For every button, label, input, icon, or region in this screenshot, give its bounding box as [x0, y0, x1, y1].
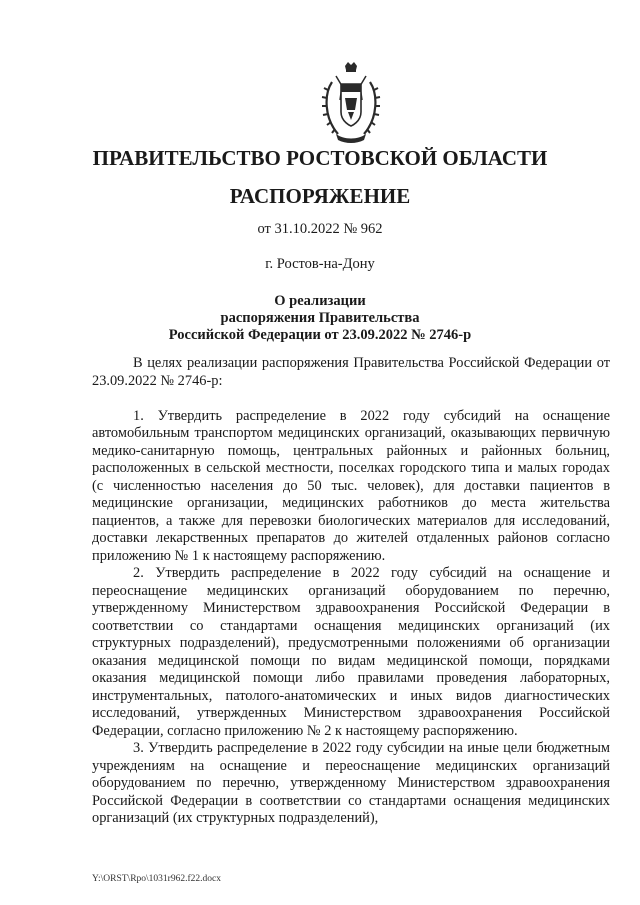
document-date-number: от 31.10.2022 № 962 [257, 221, 383, 237]
item-2-paragraph: 2. Утвердить распределение в 2022 году субсидий на оснащение и переоснащение медицинских организаций оборудованием по перечню, утвержденному Министерством здравоохранения Российской Федерации в соответствии со стандартами оснащения медицинских организаций (их структурных подразделений), предусмотренными положениями об организации оказания медицинской помощи по видам медицинской помощи, порядками оказания медицинской помощи либо правилами проведения лабораторных, инструментальных, патолого-анатомических и иных видов диагностических исследований, утвержденных Министерством здравоохранения Российской Федерации, согласно приложению № 2 к настоящему распоряжению. [92, 565, 610, 739]
item-3-paragraph: 3. Утвердить распределение в 2022 году субсидии на иные цели бюджетным учреждениям на оснащение и переоснащение медицинских организаций оборудованием по перечню, утвержденному Министерством здравоохранения Российской Федерации в соответствии со стандартами оснащения медицинских организаций (их структурных подразделений), [92, 740, 610, 826]
document-body [92, 355, 610, 828]
item-1-paragraph: 1. Утвердить распределение в 2022 году субсидий на оснащение автомобильным транспортом медицинских организаций, оказывающих первичную медико-санитарную помощь, центральных районных и районных больниц, расположенных в сельской местности, поселках городского типа и малых городах (с численностью населения до 50 тыс. человек), для доставки пациентов в медицинские организации, медицинских работников до места жительства пациентов, а также для перевозки биологических материалов для исследований, доставки лекарственных препаратов до жителей отдаленных районов согласно приложению № 1 к настоящему распоряжению. [92, 407, 610, 564]
subject-line-1: О реализации [274, 293, 366, 309]
subject-line-3: Российской Федерации от 23.09.2022 № 2746-р [168, 327, 472, 343]
document-city: г. Ростов-на-Дону [265, 256, 375, 272]
document-type: РАСПОРЯЖЕНИЕ [229, 184, 411, 208]
government-title: ПРАВИТЕЛЬСТВО РОСТОВСКОЙ ОБЛАСТИ [92, 146, 548, 170]
subject-line-2: распоряжения Правительства [220, 310, 420, 326]
intro-paragraph: В целях реализации распоряжения Правительства Российской Федерации от 23.09.2022 № 2746-р: [92, 355, 610, 389]
coat-of-arms-icon [318, 60, 384, 146]
file-path-footer: Y:\ORST\Rpo\1031r962.f22.docx [92, 874, 221, 884]
document-subject [0, 293, 640, 344]
